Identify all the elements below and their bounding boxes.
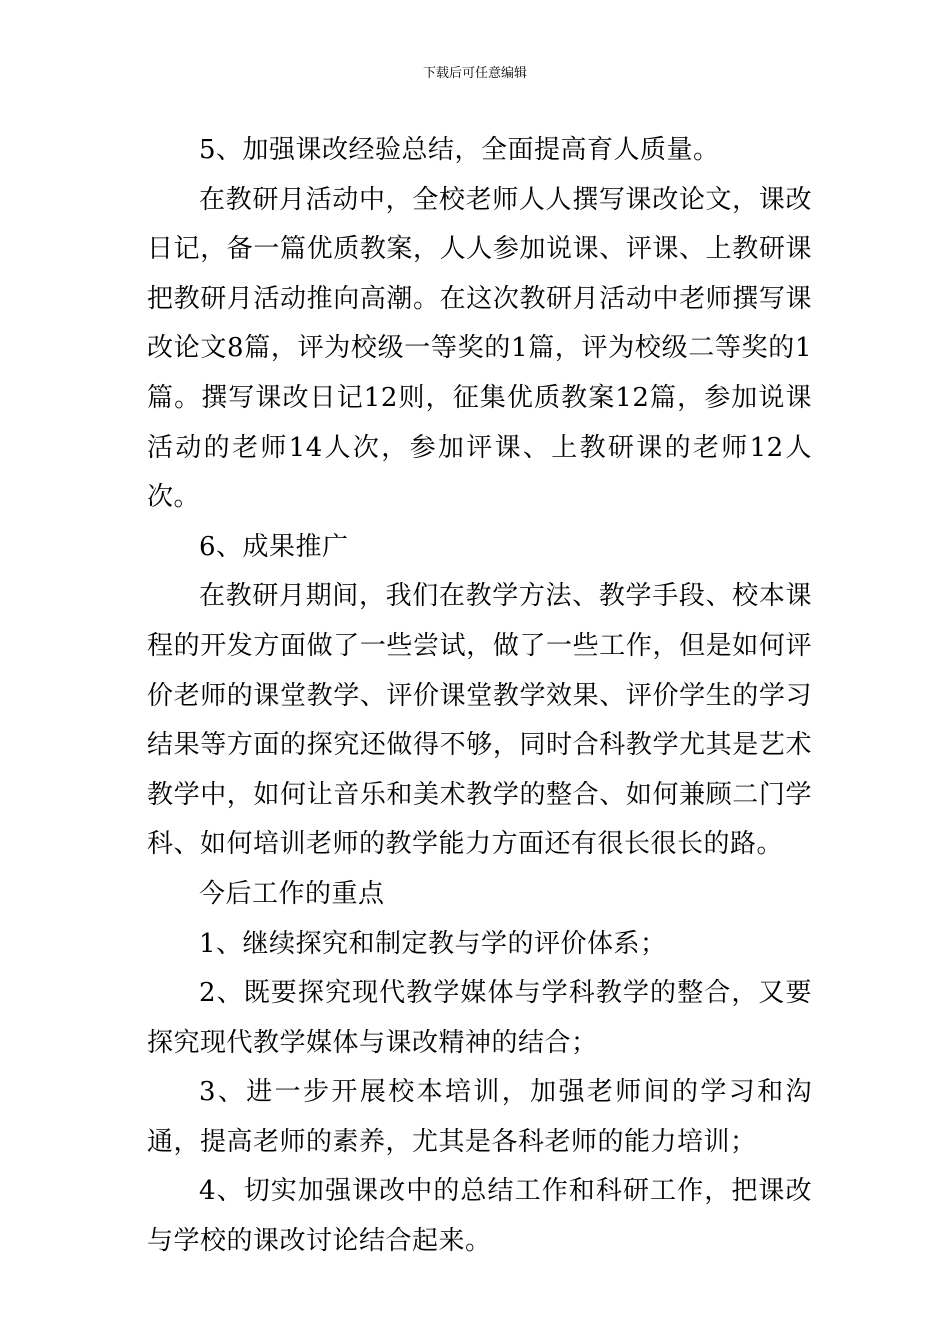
paragraph-focus-1: 1、继续探究和制定教与学的评价体系；: [199, 928, 667, 959]
paragraph-item-5-summary: 5、加强课改经验总结，全面提高育人质量。: [199, 135, 720, 165]
paragraph-future-focus-heading: 今后工作的重点: [199, 878, 385, 909]
paragraph-research-month-activities: 在教研月活动中，全校老师人人撰写课改论文，课改日记，备一篇优质教案，人人参加说课、评课、上教研课把教研月活动推向高潮。在这次教研月活动中老师撰写课改论文8篇，评为校级一等奖的1篇，评为校级二等奖的1篇。撰写课改日记12则，征集优质教案12篇，参加说课活动的老师14人次，参加评课、上教研课的老师12人次。: [147, 184, 812, 513]
page-header-note: 下载后可任意编辑: [422, 66, 527, 81]
paragraph-item-6-heading: 6、成果推广: [199, 531, 349, 562]
paragraph-focus-2: 2、既要探究现代教学媒体与学科教学的整合，又要探究现代教学媒体与课改精神的结合；: [147, 978, 812, 1058]
paragraph-achievement-promotion: 在教研月期间，我们在教学方法、教学手段、校本课程的开发方面做了一些尝试，做了一些工作，但是如何评价老师的课堂教学、评价课堂教学效果、评价学生的学习结果等方面的探究还做得不够，同时合科教学尤其是艺术教学中，如何让音乐和美术教学的整合、如何兼顾二门学科、如何培训老师的教学能力方面还有很长很长的路。: [147, 581, 812, 860]
document-body: [147, 126, 812, 1267]
paragraph-focus-4: 4、切实加强课改中的总结工作和科研工作，把课改与学校的课改讨论结合起来。: [147, 1176, 812, 1257]
paragraph-focus-3: 3、进一步开展校本培训，加强老师间的学习和沟通，提高老师的素养，尤其是各科老师的能力培训；: [147, 1077, 812, 1157]
